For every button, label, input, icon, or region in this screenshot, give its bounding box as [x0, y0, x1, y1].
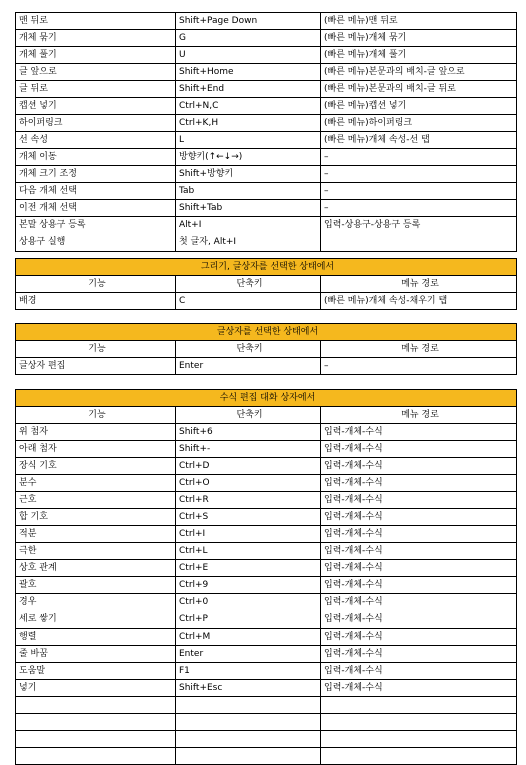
section-title: 수식 편집 대화 상자에서 — [16, 390, 517, 407]
function-line: 상용구 실행 — [19, 237, 66, 247]
menu-path-cell: 입력-개체-수식 — [321, 509, 517, 526]
section-title: 그리기, 글상자를 선택한 상태에서 — [16, 259, 517, 276]
table-row — [16, 64, 517, 81]
function-cell: 합 기호 — [16, 509, 176, 526]
shortcut-cell: G — [176, 30, 321, 47]
function-cell: 개체 이동 — [16, 149, 176, 166]
shortcut-cell: Shift+- — [176, 441, 321, 458]
shortcut-cell: Shift+Page Down — [176, 13, 321, 30]
function-cell: 글 뒤로 — [16, 81, 176, 98]
menu-path-cell: 입력-개체-수식 — [321, 646, 517, 663]
shortcut-line: Alt+I — [179, 220, 202, 230]
column-header: 기능 — [16, 341, 176, 358]
shortcut-cell: C — [176, 293, 321, 310]
function-cell: 넣기 — [16, 680, 176, 697]
shortcut-table-drawing — [15, 258, 517, 310]
menu-path-cell: – — [321, 358, 517, 375]
shortcut-cell: Shift+End — [176, 81, 321, 98]
table-row — [16, 543, 517, 560]
table-row — [16, 13, 517, 30]
shortcut-cell: Shift+Home — [176, 64, 321, 81]
function-cell: 이전 개체 선택 — [16, 200, 176, 217]
menu-path-cell: 입력-개체-수식 — [321, 492, 517, 509]
table-row — [16, 183, 517, 200]
table-row — [16, 115, 517, 132]
menu-path-cell: (빠른 메뉴)개체 속성-선 탭 — [321, 132, 517, 149]
section-title-row — [16, 390, 517, 407]
shortcut-cell: Shift+방향키 — [176, 166, 321, 183]
function-cell: 괄호 — [16, 577, 176, 594]
shortcut-cell: Shift+6 — [176, 424, 321, 441]
table-row — [16, 492, 517, 509]
column-header: 메뉴 경로 — [321, 276, 517, 293]
menu-path-cell: – — [321, 183, 517, 200]
shortcut-table-objects — [15, 12, 517, 252]
shortcut-table-equation — [15, 389, 517, 765]
shortcut-cell: Ctrl+E — [176, 560, 321, 577]
shortcut-line: 첫 글자, Alt+I — [179, 237, 237, 247]
menu-path-cell: 입력-개체-수식 — [321, 680, 517, 697]
menu-path-cell — [321, 731, 517, 748]
menu-path-cell: 입력-개체-수식 — [321, 543, 517, 560]
function-cell: 도움말 — [16, 663, 176, 680]
shortcut-cell: Ctrl+M — [176, 629, 321, 646]
table-row — [16, 594, 517, 629]
table-row — [16, 748, 517, 765]
function-cell — [16, 594, 176, 629]
function-cell: 캡션 넣기 — [16, 98, 176, 115]
table-row — [16, 441, 517, 458]
function-cell: 글 앞으로 — [16, 64, 176, 81]
function-line: 경우 — [19, 597, 37, 607]
menu-path-cell: 입력-개체-수식 — [321, 526, 517, 543]
menu-path-cell — [321, 697, 517, 714]
menu-path-cell: (빠른 메뉴)캡션 넣기 — [321, 98, 517, 115]
shortcut-cell: Enter — [176, 646, 321, 663]
menu-path-cell: (빠른 메뉴)본문과의 배치-글 뒤로 — [321, 81, 517, 98]
function-cell — [16, 714, 176, 731]
shortcut-cell — [176, 748, 321, 765]
menu-path-cell: (빠른 메뉴)개체 속성-채우기 탭 — [321, 293, 517, 310]
table-row — [16, 81, 517, 98]
menu-path-cell: 입력-개체-수식 — [321, 475, 517, 492]
table-row — [16, 293, 517, 310]
menu-path-cell: (빠른 메뉴)맨 뒤로 — [321, 13, 517, 30]
function-cell: 근호 — [16, 492, 176, 509]
menu-path-cell: 입력-개체-수식 — [321, 441, 517, 458]
column-header: 메뉴 경로 — [321, 341, 517, 358]
function-cell: 개체 묶기 — [16, 30, 176, 47]
menu-path-cell: – — [321, 200, 517, 217]
shortcut-cell: Shift+Esc — [176, 680, 321, 697]
function-cell: 극한 — [16, 543, 176, 560]
menu-path-cell: – — [321, 149, 517, 166]
column-header: 메뉴 경로 — [321, 407, 517, 424]
section-title: 글상자를 선택한 상태에서 — [16, 324, 517, 341]
column-header: 기능 — [16, 407, 176, 424]
menu-path-cell: (빠른 메뉴)본문과의 배치-글 앞으로 — [321, 64, 517, 81]
shortcut-cell — [176, 731, 321, 748]
shortcut-cell — [176, 697, 321, 714]
function-cell: 개체 크기 조정 — [16, 166, 176, 183]
shortcut-cell: Ctrl+9 — [176, 577, 321, 594]
shortcut-cell: Ctrl+O — [176, 475, 321, 492]
column-header: 단축키 — [176, 276, 321, 293]
table-row — [16, 697, 517, 714]
menu-path-cell: – — [321, 166, 517, 183]
section-title-row — [16, 324, 517, 341]
menu-path-cell: (빠른 메뉴)하이퍼링크 — [321, 115, 517, 132]
column-header: 기능 — [16, 276, 176, 293]
function-cell: 선 속성 — [16, 132, 176, 149]
function-cell — [16, 731, 176, 748]
function-cell: 행렬 — [16, 629, 176, 646]
shortcut-cell: L — [176, 132, 321, 149]
function-cell: 개체 풀기 — [16, 47, 176, 64]
menu-path-cell: 입력-개체-수식 — [321, 424, 517, 441]
function-cell — [16, 697, 176, 714]
table-row — [16, 30, 517, 47]
shortcut-cell: Ctrl+I — [176, 526, 321, 543]
menu-path-cell: 입력-개체-수식 — [321, 458, 517, 475]
table-row — [16, 458, 517, 475]
table-row — [16, 166, 517, 183]
menu-path-cell — [321, 217, 517, 252]
menu-path-cell — [321, 594, 517, 629]
table-row — [16, 577, 517, 594]
function-cell: 줄 바꿈 — [16, 646, 176, 663]
menu-path-cell: 입력-개체-수식 — [321, 577, 517, 594]
shortcut-cell — [176, 594, 321, 629]
table-row — [16, 629, 517, 646]
table-row — [16, 646, 517, 663]
menu-path-cell — [321, 714, 517, 731]
shortcut-cell: Tab — [176, 183, 321, 200]
shortcut-cell: Ctrl+N,C — [176, 98, 321, 115]
header-row — [16, 341, 517, 358]
table-row — [16, 424, 517, 441]
shortcut-cell: 방향키(↑←↓→) — [176, 149, 321, 166]
menu-path-cell: 입력-개체-수식 — [321, 663, 517, 680]
function-cell: 배경 — [16, 293, 176, 310]
function-cell — [16, 748, 176, 765]
function-cell: 맨 뒤로 — [16, 13, 176, 30]
shortcut-line: Ctrl+0 — [179, 597, 209, 607]
header-row — [16, 276, 517, 293]
function-cell: 적분 — [16, 526, 176, 543]
table-row — [16, 731, 517, 748]
table-row — [16, 714, 517, 731]
shortcut-cell: Ctrl+L — [176, 543, 321, 560]
function-line: 세로 쌓기 — [19, 614, 57, 624]
function-cell: 아래 첨자 — [16, 441, 176, 458]
shortcut-table-textbox — [15, 323, 517, 375]
menu-path-cell: 입력-개체-수식 — [321, 560, 517, 577]
function-line: 본말 상용구 등록 — [19, 220, 86, 230]
function-cell: 다음 개체 선택 — [16, 183, 176, 200]
menu-path-line: 입력-상용구-상용구 등록 — [324, 220, 421, 230]
menu-path-line: 입력-개체-수식 — [324, 614, 383, 624]
column-header: 단축키 — [176, 341, 321, 358]
table-row — [16, 217, 517, 252]
function-cell: 장식 기호 — [16, 458, 176, 475]
shortcut-cell: Enter — [176, 358, 321, 375]
shortcut-cell: F1 — [176, 663, 321, 680]
menu-path-line: 입력-개체-수식 — [324, 597, 383, 607]
function-cell: 위 첨자 — [16, 424, 176, 441]
table-row — [16, 663, 517, 680]
function-cell: 분수 — [16, 475, 176, 492]
shortcut-cell: Ctrl+R — [176, 492, 321, 509]
shortcut-line: Ctrl+P — [179, 614, 208, 624]
table-row — [16, 680, 517, 697]
table-row — [16, 526, 517, 543]
function-cell: 글상자 편집 — [16, 358, 176, 375]
table-row — [16, 132, 517, 149]
shortcut-cell: Ctrl+K,H — [176, 115, 321, 132]
table-row — [16, 200, 517, 217]
table-row — [16, 47, 517, 64]
shortcut-cell: Ctrl+D — [176, 458, 321, 475]
menu-path-cell — [321, 748, 517, 765]
shortcut-cell — [176, 714, 321, 731]
section-title-row — [16, 259, 517, 276]
menu-path-cell: (빠른 메뉴)개체 풀기 — [321, 47, 517, 64]
shortcut-cell: Shift+Tab — [176, 200, 321, 217]
shortcut-cell: U — [176, 47, 321, 64]
table-row — [16, 98, 517, 115]
table-row — [16, 509, 517, 526]
table-row — [16, 149, 517, 166]
shortcut-cell: Ctrl+S — [176, 509, 321, 526]
function-cell: 상호 관계 — [16, 560, 176, 577]
shortcut-cell — [176, 217, 321, 252]
table-row — [16, 560, 517, 577]
function-cell — [16, 217, 176, 252]
header-row — [16, 407, 517, 424]
table-row — [16, 475, 517, 492]
menu-path-cell: (빠른 메뉴)개체 묶기 — [321, 30, 517, 47]
function-cell: 하이퍼링크 — [16, 115, 176, 132]
column-header: 단축키 — [176, 407, 321, 424]
table-row — [16, 358, 517, 375]
menu-path-cell: 입력-개체-수식 — [321, 629, 517, 646]
